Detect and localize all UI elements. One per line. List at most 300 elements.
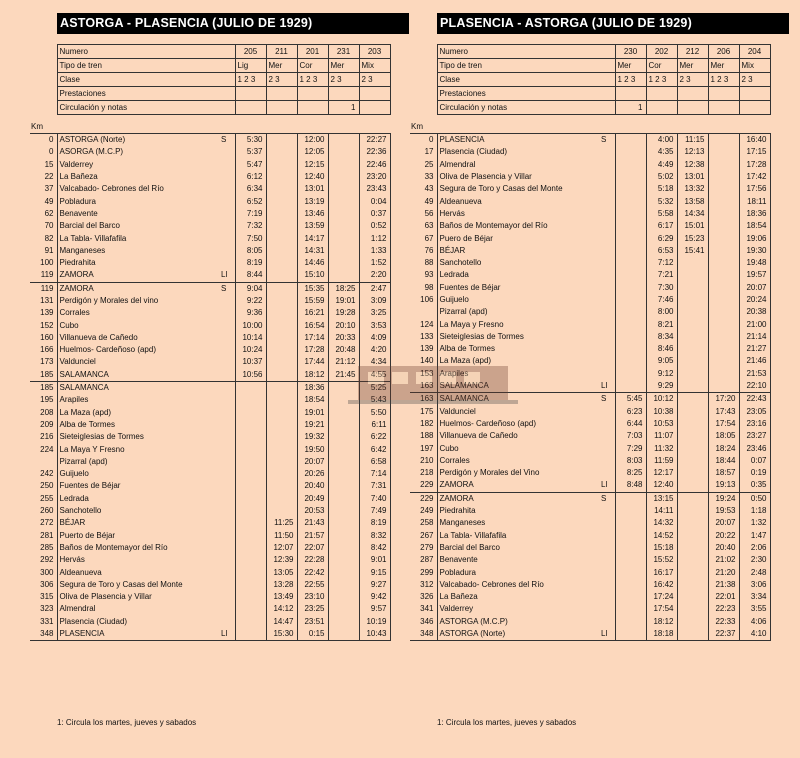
time-cell	[328, 542, 359, 554]
time-cell: 8:19	[235, 257, 266, 269]
station-row	[410, 306, 770, 318]
time-cell: 4:09	[359, 332, 390, 344]
time-cell: 17:54	[646, 603, 677, 615]
stop-mark: S	[600, 134, 615, 147]
time-cell: 0:52	[359, 220, 390, 232]
header-cell-tipo: Lig	[235, 59, 266, 73]
time-cell	[266, 257, 297, 269]
station-name: Perdigón y Morales del Vino	[439, 468, 540, 478]
station-row	[30, 171, 390, 183]
station-name: Perdigón y Morales del vino	[59, 296, 159, 305]
station-name: Sanchotello	[59, 506, 102, 516]
time-cell: 16:17	[646, 566, 677, 578]
time-cell	[677, 542, 708, 554]
time-cell	[677, 579, 708, 591]
km-cell: 139	[410, 343, 437, 355]
time-cell	[615, 208, 646, 220]
header-cell-numero: 230	[615, 45, 646, 59]
time-cell	[615, 591, 646, 603]
km-cell: 98	[410, 282, 437, 294]
station-name: Manganeses	[59, 245, 106, 255]
time-cell	[708, 355, 739, 367]
time-cell: 4:55	[359, 369, 390, 382]
km-cell: 22	[30, 171, 57, 183]
stop-mark	[600, 306, 615, 318]
time-cell: 21:14	[739, 331, 770, 343]
time-cell	[677, 566, 708, 578]
header-cell-notas: 1	[328, 101, 359, 115]
stop-mark	[220, 356, 235, 368]
stop-mark	[220, 616, 235, 628]
stop-mark	[600, 455, 615, 467]
stop-mark	[600, 208, 615, 220]
station-row	[30, 257, 390, 269]
time-cell: 3:34	[739, 591, 770, 603]
time-cell: 20:53	[297, 505, 328, 517]
time-cell	[677, 430, 708, 442]
km-cell: 139	[30, 307, 57, 319]
stop-mark	[220, 530, 235, 542]
time-cell	[266, 394, 297, 406]
stop-mark	[220, 307, 235, 319]
station-row	[410, 282, 770, 294]
time-cell	[266, 282, 297, 295]
stop-mark: Ll	[220, 628, 235, 641]
header-cell-prest	[646, 87, 677, 101]
station-row	[30, 356, 390, 368]
station-name: La Maza (apd)	[59, 407, 112, 417]
time-cell: 13:19	[297, 195, 328, 207]
station-row	[30, 591, 390, 603]
time-cell	[328, 603, 359, 615]
km-cell: 292	[30, 554, 57, 566]
station-row	[30, 159, 390, 171]
time-cell: 8:42	[359, 542, 390, 554]
time-cell: 5:50	[359, 407, 390, 419]
header-cell-tipo: Mix	[739, 59, 770, 73]
time-cell: 2:20	[359, 269, 390, 282]
time-cell: 22:10	[739, 380, 770, 393]
station-row	[410, 343, 770, 355]
km-cell: 17	[410, 146, 437, 158]
station-name: Villanueva de Cañedo	[439, 431, 518, 441]
station-name: Pizarral (apd)	[439, 307, 488, 317]
time-cell: 3:06	[739, 579, 770, 591]
time-cell: 20:40	[297, 480, 328, 492]
time-cell	[615, 492, 646, 505]
header-label: Clase	[57, 73, 235, 87]
time-cell: 4:34	[359, 356, 390, 368]
time-cell	[235, 517, 266, 529]
time-cell	[328, 134, 359, 147]
time-cell	[266, 134, 297, 147]
stop-mark	[600, 282, 615, 294]
station-row	[30, 146, 390, 158]
time-cell	[677, 492, 708, 505]
time-cell	[235, 616, 266, 628]
stop-mark	[220, 480, 235, 492]
stop-mark	[220, 295, 235, 307]
time-cell: 1:12	[359, 232, 390, 244]
time-cell	[615, 134, 646, 147]
station-row	[410, 331, 770, 343]
header-cell-clase: 1 2 3	[615, 73, 646, 87]
header-cell-numero: 201	[297, 45, 328, 59]
stop-mark: Ll	[220, 269, 235, 282]
station-name: Plasencia (Ciudad)	[439, 147, 508, 157]
time-cell: 22:55	[297, 579, 328, 591]
km-cell: 37	[30, 183, 57, 195]
station-row	[30, 307, 390, 319]
station-name: Hervás	[59, 555, 85, 565]
time-cell	[235, 505, 266, 517]
time-cell: 8:48	[615, 479, 646, 492]
time-cell: 17:42	[739, 171, 770, 183]
header-cell-notas	[235, 101, 266, 115]
station-row	[410, 146, 770, 158]
time-cell: 14:46	[297, 257, 328, 269]
schedule-table	[410, 133, 771, 641]
stop-mark	[600, 318, 615, 330]
time-cell	[328, 407, 359, 419]
km-cell: 185	[30, 381, 57, 394]
station-row	[410, 579, 770, 591]
time-cell	[677, 442, 708, 454]
station-row	[410, 159, 770, 171]
header-label: Numero	[437, 45, 615, 59]
time-cell: 6:42	[359, 443, 390, 455]
stop-mark	[600, 418, 615, 430]
time-cell	[235, 530, 266, 542]
station-name: ASTORGA (Norte)	[437, 628, 600, 641]
time-cell	[328, 257, 359, 269]
km-cell: 218	[410, 467, 437, 479]
header-label: Numero	[57, 45, 235, 59]
station-name: Oliva de Plasencia y Villar	[439, 172, 532, 182]
time-cell: 11:32	[646, 442, 677, 454]
km-cell: 15	[30, 159, 57, 171]
time-cell	[677, 554, 708, 566]
km-cell: 279	[410, 542, 437, 554]
header-cell-tipo: Mer	[615, 59, 646, 73]
header-cell-notas	[297, 101, 328, 115]
time-cell	[615, 220, 646, 232]
time-cell	[708, 183, 739, 195]
time-cell: 6:11	[359, 419, 390, 431]
stop-mark	[220, 456, 235, 468]
station-name: La Maya Y Fresno	[59, 444, 125, 454]
header-cell-prest	[739, 87, 770, 101]
time-cell: 14:47	[266, 616, 297, 628]
station-name: Segura de Toro y Casas del Monte	[439, 184, 563, 194]
km-cell: 287	[410, 554, 437, 566]
time-cell: 8:44	[235, 269, 266, 282]
stop-mark	[600, 146, 615, 158]
time-cell	[328, 480, 359, 492]
time-cell: 18:12	[297, 369, 328, 382]
station-row	[410, 318, 770, 330]
stop-mark: S	[600, 393, 615, 406]
header-cell-clase: 2 3	[328, 73, 359, 87]
time-cell	[615, 232, 646, 244]
time-cell: 16:21	[297, 307, 328, 319]
km-cell: 0	[30, 146, 57, 158]
station-name: Baños de Montemayor del Río	[439, 221, 548, 231]
time-cell: 5:45	[615, 393, 646, 406]
station-name: ASORGA (M.C.P)	[59, 147, 124, 157]
time-cell	[328, 443, 359, 455]
stop-mark	[220, 319, 235, 331]
timetable-title: ASTORGA - PLASENCIA (JULIO DE 1929)	[57, 13, 409, 34]
station-row	[410, 616, 770, 628]
km-cell: 306	[30, 579, 57, 591]
time-cell: 17:44	[297, 356, 328, 368]
header-cell-prest	[266, 87, 297, 101]
time-cell	[677, 343, 708, 355]
time-cell: 21:02	[708, 554, 739, 566]
time-cell: 2:47	[359, 282, 390, 295]
station-row	[410, 505, 770, 517]
time-cell	[328, 171, 359, 183]
train-header-table	[30, 44, 391, 115]
station-name: Benavente	[439, 555, 478, 565]
time-cell	[708, 331, 739, 343]
time-cell	[708, 282, 739, 294]
km-cell: 153	[410, 368, 437, 380]
time-cell: 16:54	[297, 319, 328, 331]
time-cell: 9:42	[359, 591, 390, 603]
time-cell	[615, 195, 646, 207]
stop-mark	[220, 517, 235, 529]
km-cell: 209	[30, 419, 57, 431]
time-cell: 9:04	[235, 282, 266, 295]
time-cell: 18:54	[297, 394, 328, 406]
time-cell	[677, 479, 708, 492]
time-cell	[677, 418, 708, 430]
station-row	[30, 394, 390, 406]
km-cell: 216	[30, 431, 57, 443]
time-cell	[266, 159, 297, 171]
station-name: Alba de Tormes	[439, 344, 495, 354]
time-cell	[677, 406, 708, 418]
header-label: Circulación y notas	[437, 101, 615, 115]
km-cell: 312	[410, 579, 437, 591]
time-cell: 22:36	[359, 146, 390, 158]
time-cell: 12:40	[646, 479, 677, 492]
time-cell	[266, 344, 297, 356]
km-cell: 163	[410, 393, 437, 406]
header-cell-numero: 211	[266, 45, 297, 59]
station-name: Cubo	[439, 443, 459, 453]
stop-mark	[600, 195, 615, 207]
time-cell	[677, 355, 708, 367]
header-cell-tipo: Cor	[646, 59, 677, 73]
time-cell: 9:01	[359, 554, 390, 566]
time-cell	[266, 505, 297, 517]
km-cell: 63	[410, 220, 437, 232]
km-cell: 285	[30, 542, 57, 554]
time-cell: 17:24	[646, 591, 677, 603]
time-cell	[615, 554, 646, 566]
station-name: Alba de Tormes	[59, 419, 115, 429]
km-cell: 249	[410, 505, 437, 517]
station-row	[410, 603, 770, 615]
time-cell	[328, 431, 359, 443]
station-name: Fuentes de Béjar	[59, 481, 121, 491]
time-cell	[266, 146, 297, 158]
station-name: Aldeanueva	[59, 567, 102, 577]
time-cell	[235, 591, 266, 603]
time-cell: 8:46	[646, 343, 677, 355]
time-cell: 17:28	[297, 344, 328, 356]
time-cell: 10:43	[359, 628, 390, 641]
time-cell: 20:38	[739, 306, 770, 318]
time-cell	[615, 579, 646, 591]
time-cell: 3:53	[359, 319, 390, 331]
station-row	[410, 517, 770, 529]
header-label: Tipo de tren	[57, 59, 235, 73]
stop-mark	[600, 542, 615, 554]
stop-mark: Ll	[600, 380, 615, 393]
time-cell	[677, 530, 708, 542]
time-cell	[615, 171, 646, 183]
time-cell	[266, 232, 297, 244]
stop-mark	[600, 579, 615, 591]
time-cell	[677, 505, 708, 517]
time-cell: 4:35	[646, 146, 677, 158]
header-row	[30, 59, 390, 73]
stop-mark	[220, 257, 235, 269]
time-cell	[328, 505, 359, 517]
header-cell-numero: 204	[739, 45, 770, 59]
time-cell: 12:13	[677, 146, 708, 158]
time-cell: 10:14	[235, 332, 266, 344]
header-cell-clase: 2 3	[739, 73, 770, 87]
stop-mark	[220, 245, 235, 257]
station-name: Guijuelo	[439, 295, 469, 304]
station-name: Sieteiglesias de Tormes	[59, 432, 144, 442]
time-cell: 19:57	[739, 269, 770, 281]
footnote: 1: Circula los martes, jueves y sabados	[57, 718, 197, 727]
time-cell: 7:50	[235, 232, 266, 244]
time-cell	[266, 332, 297, 344]
time-cell	[266, 419, 297, 431]
time-cell: 12:17	[646, 467, 677, 479]
km-cell: 267	[410, 530, 437, 542]
time-cell: 21:46	[739, 355, 770, 367]
time-cell	[677, 368, 708, 380]
spacer	[410, 45, 437, 59]
header-cell-clase: 1 2 3	[235, 73, 266, 87]
time-cell	[708, 134, 739, 147]
station-row	[410, 492, 770, 505]
time-cell	[677, 380, 708, 393]
time-cell: 20:07	[297, 456, 328, 468]
station-name: Ledrada	[439, 270, 469, 280]
stop-mark	[600, 269, 615, 281]
stop-mark	[220, 369, 235, 382]
km-cell: 33	[410, 171, 437, 183]
time-cell: 22:33	[708, 616, 739, 628]
time-cell: 9:36	[235, 307, 266, 319]
time-cell	[677, 306, 708, 318]
time-cell: 20:10	[328, 319, 359, 331]
station-name: Valderrey	[439, 604, 474, 614]
stop-mark	[220, 159, 235, 171]
time-cell: 21:57	[297, 530, 328, 542]
station-row	[30, 295, 390, 307]
stop-mark	[600, 257, 615, 269]
time-cell	[266, 369, 297, 382]
station-row	[30, 603, 390, 615]
time-cell: 13:46	[297, 208, 328, 220]
time-cell	[677, 393, 708, 406]
time-cell	[615, 355, 646, 367]
time-cell: 21:45	[328, 369, 359, 382]
station-name: ASTORGA (Norte)	[57, 134, 220, 147]
header-cell-clase: 2 3	[266, 73, 297, 87]
km-cell: 0	[30, 134, 57, 147]
time-cell: 19:53	[708, 505, 739, 517]
time-cell: 3:09	[359, 295, 390, 307]
km-cell: 76	[410, 245, 437, 257]
km-cell: 348	[30, 628, 57, 641]
header-cell-clase: 1 2 3	[708, 73, 739, 87]
station-row	[30, 468, 390, 480]
time-cell: 6:52	[235, 195, 266, 207]
stop-mark	[220, 419, 235, 431]
header-cell-numero: 206	[708, 45, 739, 59]
station-row	[410, 430, 770, 442]
station-row	[410, 208, 770, 220]
time-cell: 7:29	[615, 442, 646, 454]
spacer	[410, 59, 437, 73]
time-cell: 8:34	[646, 331, 677, 343]
time-cell	[677, 331, 708, 343]
time-cell: 14:52	[646, 530, 677, 542]
header-cell-tipo: Mix	[359, 59, 390, 73]
time-cell: 8:19	[359, 517, 390, 529]
km-cell: 323	[30, 603, 57, 615]
time-cell: 11:15	[677, 134, 708, 147]
station-row	[410, 257, 770, 269]
time-cell: 21:38	[708, 579, 739, 591]
station-name: Valcabado- Cebrones del Río	[59, 184, 164, 194]
time-cell: 22:07	[297, 542, 328, 554]
time-cell	[615, 146, 646, 158]
time-cell: 16:40	[739, 134, 770, 147]
time-cell: 15:01	[677, 220, 708, 232]
time-cell: 22:46	[359, 159, 390, 171]
header-cell-notas	[359, 101, 390, 115]
time-cell: 12:07	[266, 542, 297, 554]
time-cell: 13:49	[266, 591, 297, 603]
time-cell	[266, 493, 297, 505]
time-cell: 20:48	[328, 344, 359, 356]
time-cell: 12:40	[297, 171, 328, 183]
time-cell: 11:07	[646, 430, 677, 442]
station-row	[30, 245, 390, 257]
header-cell-prest	[359, 87, 390, 101]
time-cell	[235, 628, 266, 641]
station-row	[30, 332, 390, 344]
header-cell-tipo: Mer	[677, 59, 708, 73]
time-cell	[708, 220, 739, 232]
station-row	[410, 406, 770, 418]
station-row	[30, 505, 390, 517]
time-cell: 7:12	[646, 257, 677, 269]
station-name: Barcial del Barco	[59, 221, 120, 231]
